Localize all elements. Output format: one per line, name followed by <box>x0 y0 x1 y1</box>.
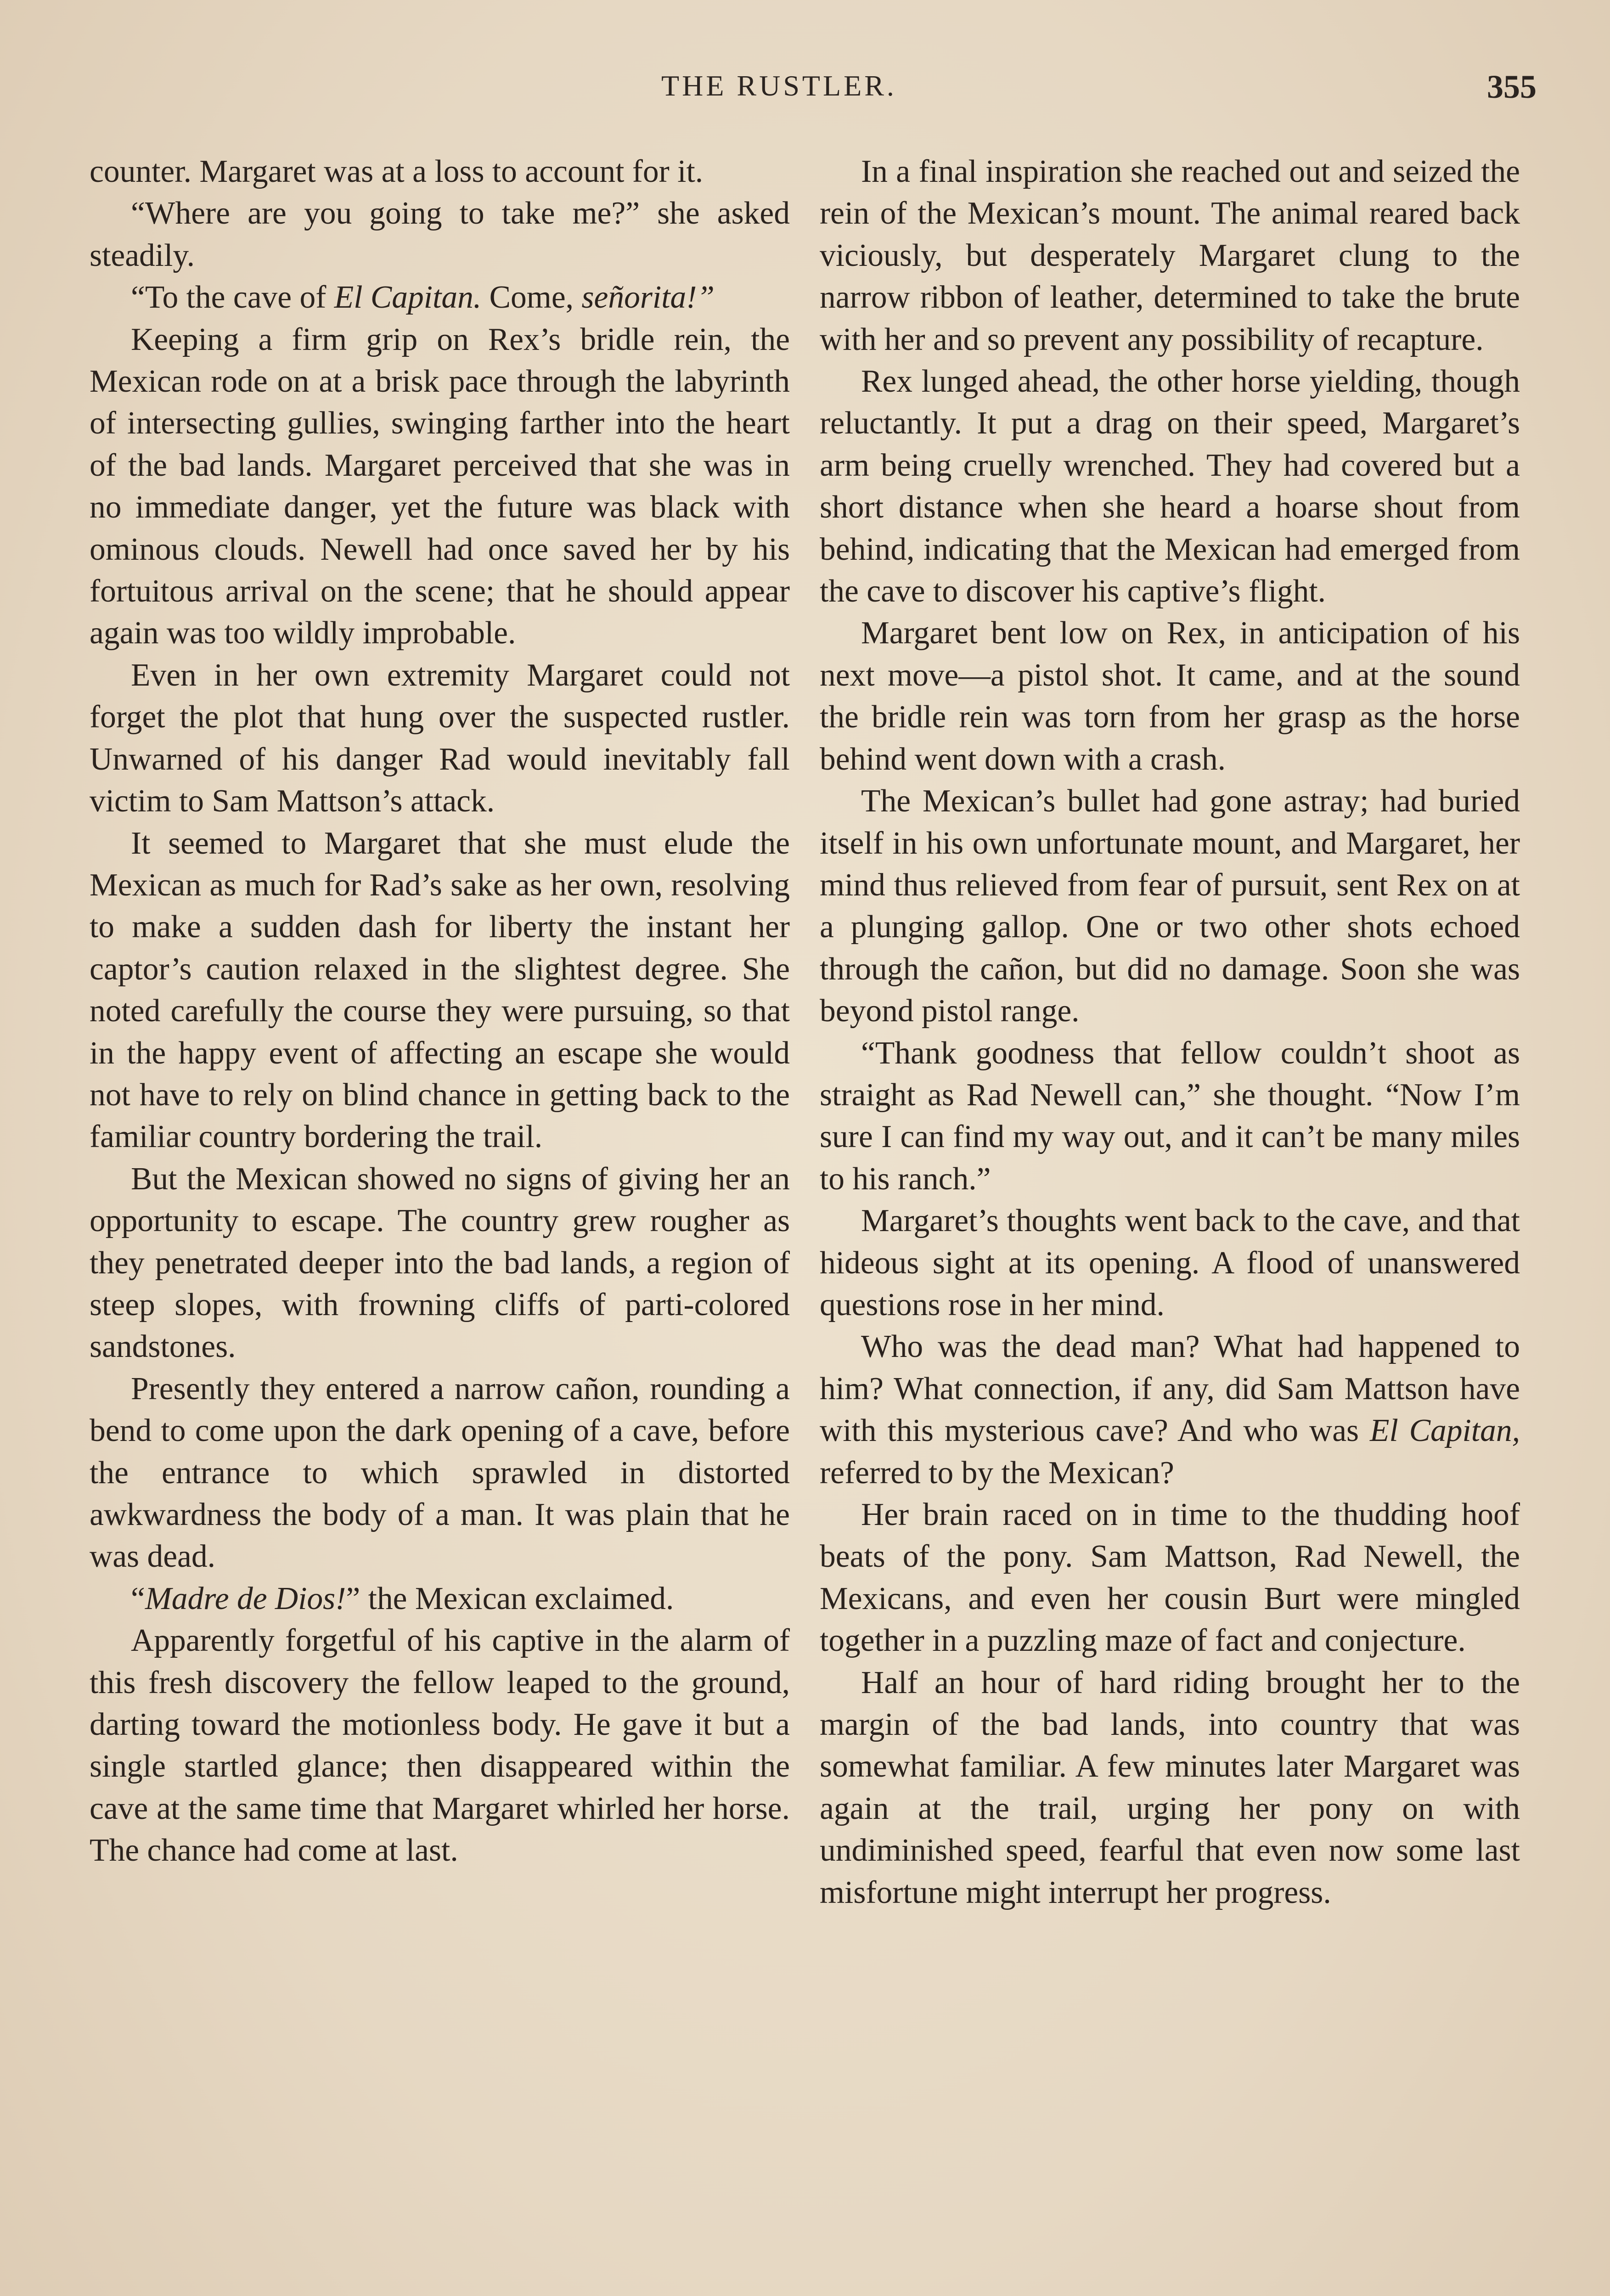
text-run: Margaret bent low on Rex, in anticipation of his next move—a pistol shot. It came, and at the sound the bridle rein was torn from her grasp as the horse behind went down with a crash. <box>820 615 1520 777</box>
text-run: Half an hour of hard riding brought her to the margin of the bad lands, into country that was somewhat familiar. A few minutes later Margaret was again at the trail, urging her pony on with undiminished speed, fearful that even now some last misfortune might interrupt her progress. <box>820 1665 1520 1910</box>
text-run: Rex lunged ahead, the other horse yielding, though reluctantly. It put a drag on their speed, Margaret’s arm being cruelly wrenched. They had covered but a short distance when she heard a hoarse shout from behind, indicating that the Mexican had emerged from the cave to discover his captive’s flight. <box>820 364 1520 609</box>
text-column-left <box>90 151 790 1872</box>
text-run: Her brain raced on in time to the thudding hoof beats of the pony. Sam Mattson, Rad Newell, the Mexicans, and even her cousin Burt were mingled together in a puzzling maze of fact and conjecture. <box>820 1497 1520 1659</box>
page-number: 355 <box>1487 68 1537 105</box>
paragraph <box>820 1662 1520 1913</box>
text-run: Even in her own extremity Margaret could not forget the plot that hung over the suspected rustler. Unwarned of his danger Rad would inevitably fall victim to Sam Mattson’s attack. <box>90 657 790 819</box>
text-run: Presently they entered a narrow cañon, rounding a bend to come upon the dark opening of a cave, before the entrance to which sprawled in distorted awkwardness the body of a man. It was plain that he was dead. <box>90 1371 790 1575</box>
paragraph <box>90 822 790 1158</box>
paragraph <box>820 1494 1520 1662</box>
text-run: Keeping a firm grip on Rex’s bridle rein, the Mexican rode on at a brisk pace through the labyrinth of intersecting gullies, swinging farther into the heart of the bad lands. Margaret perceived that she was in no immediate danger, yet the future was black with ominous clouds. Newell had once saved her by his fortuitous arrival on the scene; that he should appear again was too wildly improbable. <box>90 321 790 651</box>
paragraph <box>90 276 790 318</box>
paragraph <box>90 1158 790 1368</box>
text-run: “To the cave of <box>131 280 334 315</box>
paragraph <box>820 1326 1520 1494</box>
paragraph <box>90 1620 790 1871</box>
paragraph <box>90 192 790 276</box>
text-run: It seemed to Margaret that she must elude the Mexican as much for Rad’s sake as her own, resolving to make a sudden dash for liberty the instant her captor’s caution relaxed in the slightest degree. She noted carefully the course they were pursuing, so that in the happy event of affecting an escape she would not have to rely on blind chance in getting back to the familiar country bordering the trail. <box>90 825 790 1155</box>
italic-text: El Capitan. <box>334 280 482 315</box>
text-run: Who was the dead man? What had happened to him? What connection, if any, did Sam Mattson have with this mysterious cave? And who was <box>820 1329 1520 1449</box>
text-run: counter. Margaret was at a loss to account for it. <box>90 154 704 189</box>
text-run: Apparently forgetful of his captive in the alarm of this fresh discovery the fellow leaped to the ground, darting toward the motionless body. He gave it but a single startled glance; then disappeared within the cave at the same time that Margaret whirled her horse. The chance had come at last. <box>90 1623 790 1868</box>
text-run: referred to by the Mexican? <box>820 1455 1174 1491</box>
text-run: Come, <box>481 280 582 315</box>
text-run: “Thank goodness that fellow couldn’t shoot as straight as Rad Newell can,” she thought. “Now I’m sure I can find my way out, and it can’t be many miles to his ranch.” <box>820 1035 1520 1197</box>
text-run: ” the Mexican exclaimed. <box>346 1581 674 1616</box>
paragraph <box>820 780 1520 1032</box>
paragraph <box>90 1578 790 1620</box>
paragraph <box>90 1368 790 1578</box>
paragraph <box>90 151 790 192</box>
text-column-right <box>820 151 1520 1913</box>
italic-text: Madre de Dios! <box>145 1581 346 1616</box>
paragraph <box>820 612 1520 780</box>
paragraph <box>820 1032 1520 1200</box>
paragraph <box>90 654 790 822</box>
running-head: THE RUSTLER. <box>661 69 897 102</box>
text-run: In a final inspiration she reached out and seized the rein of the Mexican’s mount. The animal reared back viciously, but desperately Margaret clung to the narrow ribbon of leather, determined to take the brute with her and so prevent any possibility of recapture. <box>820 154 1520 357</box>
paragraph <box>820 360 1520 612</box>
text-run: But the Mexican showed no signs of giving her an opportunity to escape. The country grew rougher as they penetrated deeper into the bad lands, a region of steep slopes, with frowning cliffs of parti-colored sandstones. <box>90 1161 790 1365</box>
italic-text: señorita!” <box>581 280 715 315</box>
text-run: “ <box>131 1581 145 1616</box>
paragraph <box>820 1200 1520 1326</box>
italic-text: El Capitan, <box>1369 1413 1520 1449</box>
paragraph <box>90 319 790 654</box>
paragraph <box>820 151 1520 360</box>
text-run: Margaret’s thoughts went back to the cave, and that hideous sight at its opening. A flood of unanswered questions rose in her mind. <box>820 1203 1520 1322</box>
text-run: The Mexican’s bullet had gone astray; had buried itself in his own unfortunate mount, and Margaret, her mind thus relieved from fear of pursuit, sent Rex on at a plunging gallop. One or two other shots echoed through the cañon, but did no damage. Soon she was beyond pistol range. <box>820 783 1520 1029</box>
text-run: “Where are you going to take me?” she asked steadily. <box>90 196 790 273</box>
